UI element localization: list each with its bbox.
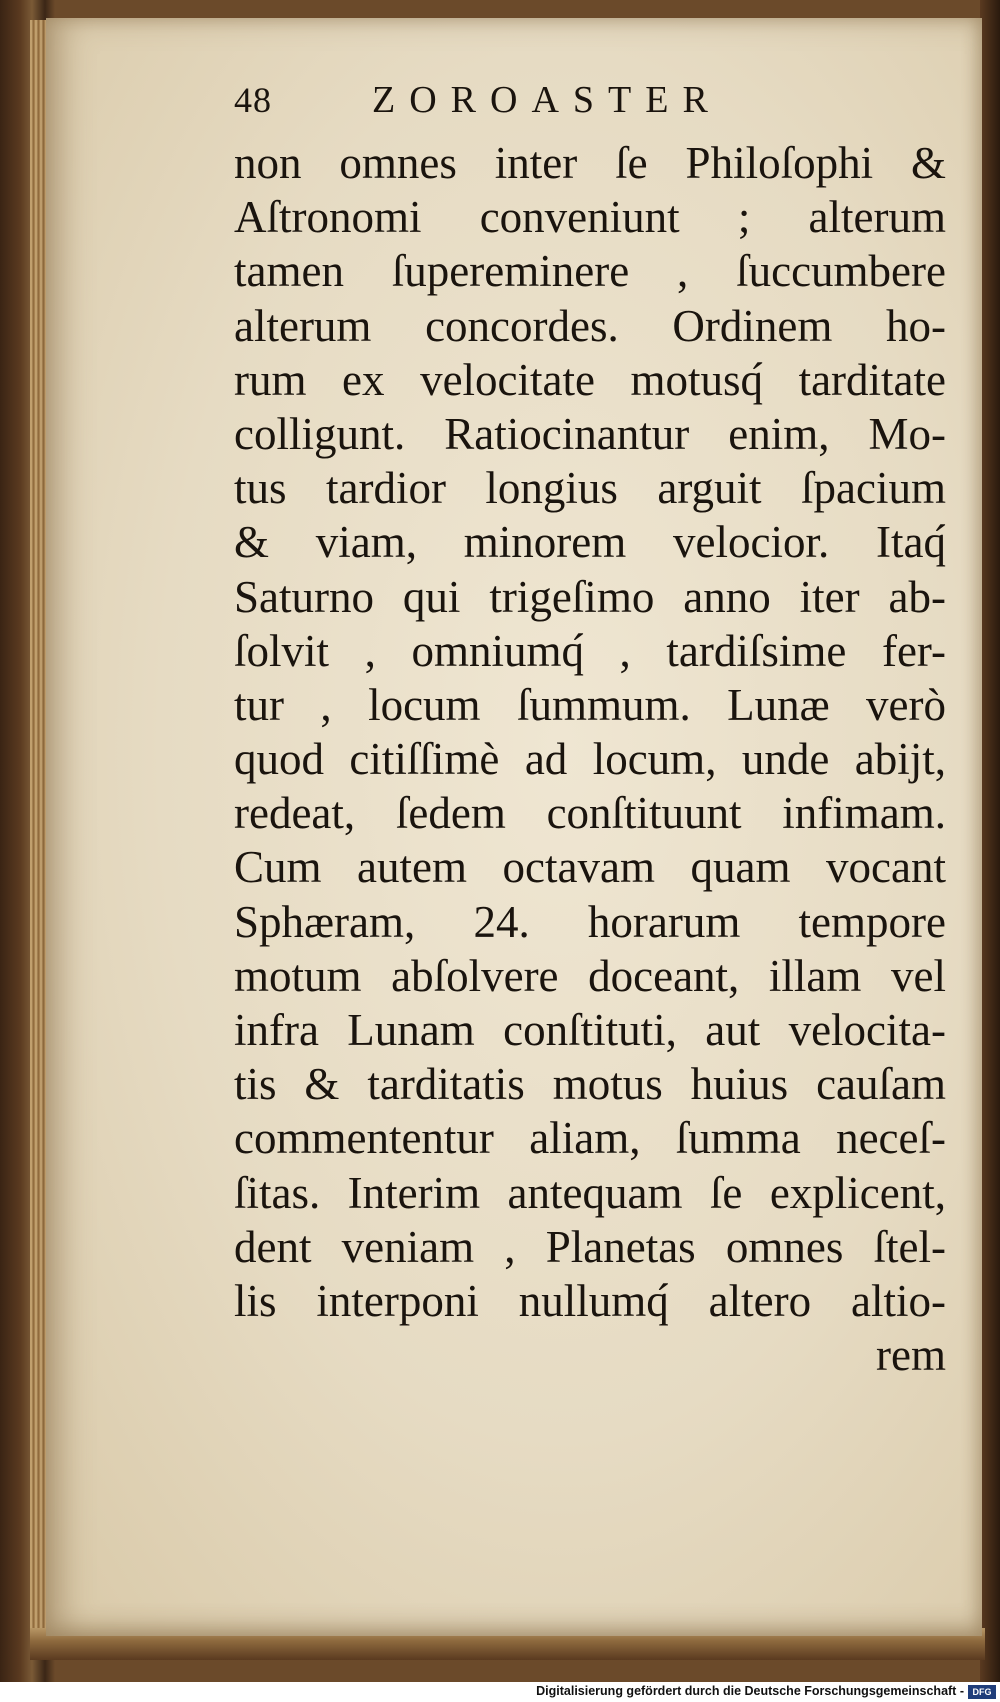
text-line: tus tardior longius arguit ſpacium: [234, 463, 946, 514]
text-line: alterum concordes. Ordinem ho-: [234, 300, 946, 351]
page-header: [234, 78, 946, 136]
catchword: rem: [876, 1330, 946, 1381]
page-text-block: [234, 78, 946, 1382]
text-line: infra Lunam conſtituti, aut velocita-: [234, 1005, 946, 1055]
text-line: Sphæram, 24. horarum tempore: [234, 896, 946, 947]
text-line: redeat, ſedem conſtituunt infimam.: [234, 788, 946, 839]
text-line: commententur aliam, ſumma neceſ-: [234, 1113, 946, 1164]
text-line: tis & tarditatis motus huius cauſam: [234, 1059, 946, 1110]
digitization-credit: Digitalisierung gefördert durch die Deutsche Forschungsgemeinschaft -: [536, 1684, 964, 1698]
text-line: non omnes inter ſe Philoſophi &: [234, 138, 946, 188]
book-right-edge: [980, 0, 1000, 1682]
text-line: Aſtronomi conveniunt ; alterum: [234, 192, 946, 243]
text-line: Saturno qui trigeſimo anno iter ab-: [234, 571, 946, 622]
text-line: tur , locum ſummum. Lunæ verò: [234, 679, 946, 730]
text-line: & viam, minorem velocior. Itaq́: [234, 517, 946, 568]
text-line: Cum autem octavam quam vocant: [234, 842, 946, 893]
text-line: quod citiſſimè ad locum, unde abijt,: [234, 734, 946, 785]
text-line: lis interponi nullumq́ altero altio-: [234, 1275, 946, 1326]
text-line: dent veniam , Planetas omnes ſtel-: [234, 1221, 946, 1272]
text-line: motum abſolvere doceant, illam vel: [234, 950, 946, 1001]
text-line: tamen ſupereminere , ſuccumbere: [234, 246, 946, 297]
page-number: 48: [234, 80, 272, 120]
text-line: ſitas. Interim antequam ſe explicent,: [234, 1167, 946, 1218]
running-title: ZOROASTER: [372, 79, 722, 121]
dfg-logo: DFG: [968, 1685, 996, 1699]
text-line: rum ex velocitate motusq́ tarditate: [234, 354, 946, 405]
text-line: colligunt. Ratiocinantur enim, Mo-: [234, 408, 946, 459]
text-line: ſolvit , omniumq́ , tardiſsime fer-: [234, 625, 946, 676]
